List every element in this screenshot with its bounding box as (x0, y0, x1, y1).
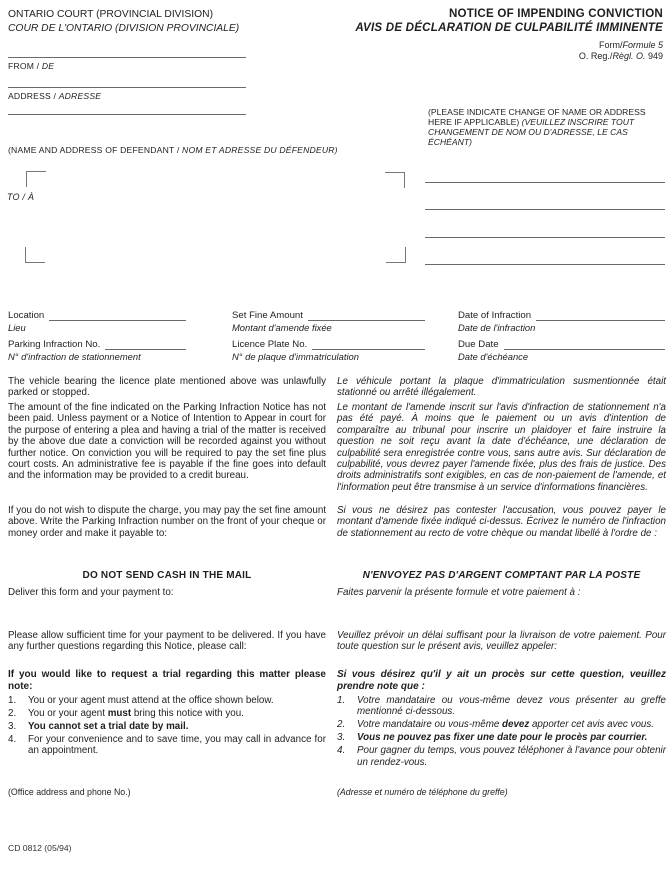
court-name-block (8, 8, 239, 36)
allow-time-en: Please allow sufficient time for your payment to be delivered. If you have any further questions regarding this Notice, please call: (8, 630, 326, 653)
trial-item-en-1: 1. You or your agent must attend at the office shown below. (8, 695, 274, 706)
para-vehicle-fr: Le véhicule portant la plaque d'immatriculation susmentionnée était stationné ou arrêté illégalement. (337, 376, 666, 399)
field-parking-infraction-no: Parking Infraction No. N° d'infraction de stationnement (8, 339, 186, 362)
trial-item-fr-1: 1. Votre mandataire ou vous-même devez vous présenter au greffe mentionné ci-dessous. (337, 695, 666, 718)
set-fine-amount-input-line[interactable] (308, 310, 425, 321)
para-vehicle-en: The vehicle bearing the licence plate mentioned above was unlawfully parked or stopped. (8, 376, 326, 399)
deliver-line-en: Deliver this form and your payment to: (8, 587, 174, 598)
body-column-english (8, 376, 326, 868)
field-date-of-infraction: Date of Infraction Date de l'infraction (458, 310, 665, 333)
no-cash-heading-en: DO NOT SEND CASH IN THE MAIL (82, 570, 252, 581)
trial-item-en-4: 4. For your convenience and to save time, you may call in advance for an appointment. (8, 733, 326, 757)
para-fine-unpaid-fr: Le montant de l'amende inscrit sur l'avis d'infraction de stationnement n'a pas été payé. À moins que le paiement ou un avis d'intention de comparaître au tribunal pour inscrire un plaidoyer et faire instruire la question ne soit reçu avant la date d'échéance, une déclaration de culpabilité sera enregistrée contre vous, sans autre avis. Sur déclaration de culpabilité, vous devrez payer l'amende fixée, plus des frais de justice. Des droits administratifs sont exigibles, en cas de non-paiement de l'amende, et l'information peut être transmise à un service d'informations financières. (337, 402, 666, 493)
trial-item-en-2: 2. You or your agent must bring this notice with you. (8, 707, 244, 719)
change-address-line-2[interactable] (425, 209, 665, 210)
court-name-en: ONTARIO COURT (PROVINCIAL DIVISION) (8, 9, 214, 20)
para-pay-fine-fr: Si vous ne désirez pas contester l'accusation, vous pouvez payer le montant d'amende fixée indiqué ci-dessus. Écrivez le numéro de l'infraction de stationnement au recto de votre chèque ou mandat libellé à l'ordre de : (337, 505, 666, 539)
address-input-line-2[interactable] (8, 114, 246, 115)
window-bracket-bottom-left (25, 247, 45, 263)
trial-item-fr-2: 2. Votre mandataire ou vous-même devez apporter cet avis avec vous. (337, 719, 654, 731)
change-address-line-3[interactable] (425, 237, 665, 238)
form-code: CD 0812 (05/94) (8, 843, 72, 853)
trial-item-en-3: 3. You cannot set a trial date by mail. (8, 720, 189, 732)
window-bracket-top-right (385, 172, 405, 188)
from-input-line[interactable] (8, 57, 246, 58)
deliver-line-fr: Faites parvenir la présente formule et votre paiement à : (337, 587, 581, 598)
para-pay-fine-en: If you do not wish to dispute the charge, you may pay the set fine amount above. Write the Parking Infraction number on the front of your cheque or money order and make it payable to: (8, 505, 326, 539)
form-number: Form/Formule 5 (598, 40, 663, 50)
allow-time-fr: Veuillez prévoir un délai suffisant pour la livraison de votre paiement. Pour toute question sur le présent avis, veuillez appeler: (337, 630, 666, 653)
change-note-en: (PLEASE INDICATE CHANGE OF NAME OR ADDRESS HERE IF APPLICABLE) (428, 107, 646, 127)
trial-heading-en: If you would like to request a trial regarding this matter please note: (8, 669, 326, 692)
trial-heading-fr: Si vous désirez qu'il y ait un procès sur cette question, veuillez prendre note que : (337, 669, 666, 692)
field-due-date: Due Date Date d'échéance (458, 339, 665, 362)
window-bracket-bottom-right (386, 247, 406, 263)
address-label: ADDRESS / ADRESSE (8, 91, 102, 101)
page-title-en: NOTICE OF IMPENDING CONVICTION (448, 7, 663, 20)
para-fine-unpaid-en: The amount of the fine indicated on the Parking Infraction Notice has not been paid. Unless payment or a Notice of Intention to Appear in court for the purpose of entering a plea and having a trial of the matter is received by the above due date a conviction will be recorded against you without further notice. On conviction you will be required to pay the set fine plus court costs. An administrative fee is payable if the fine goes into default and the information may be provided to a credit bureau. (8, 402, 326, 482)
court-name-fr: COUR DE L'ONTARIO (DIVISION PROVINCIALE) (8, 23, 240, 34)
to-label: TO / À (7, 192, 35, 202)
change-of-address-note (428, 107, 666, 147)
office-address-note-en: (Office address and phone No.) (8, 787, 131, 797)
change-address-line-4[interactable] (425, 264, 665, 265)
licence-plate-no-input-line[interactable] (312, 339, 425, 350)
address-input-line[interactable] (8, 87, 246, 88)
change-note-fr: (VEUILLEZ INSCRIRE TOUT CHANGEMENT DE NOM OU D'ADRESSE, LE CAS ÉCHÉANT) (428, 117, 635, 147)
parking-infraction-no-input-line[interactable] (105, 339, 186, 350)
field-licence-plate-no: Licence Plate No. N° de plaque d'immatriculation (232, 339, 425, 362)
field-location: Location Lieu (8, 310, 186, 333)
due-date-input-line[interactable] (504, 339, 665, 350)
trial-list-en (8, 695, 326, 758)
trial-item-fr-4: 4. Pour gagner du temps, vous pouvez téléphoner à l'avance pour obtenir un rendez-vous. (337, 745, 666, 768)
regulation-number: O. Reg./Règl. O. 949 (578, 51, 663, 61)
date-of-infraction-input-line[interactable] (536, 310, 665, 321)
location-input-line[interactable] (49, 310, 186, 321)
no-cash-heading-fr: N'ENVOYEZ PAS D'ARGENT COMPTANT PAR LA POSTE (362, 570, 641, 581)
form-title-block (263, 7, 663, 62)
window-bracket-top-left (26, 171, 46, 187)
from-label: FROM / DE (8, 61, 55, 71)
change-address-line-1[interactable] (425, 182, 665, 183)
defendant-name-address-label: (NAME AND ADDRESS OF DEFENDANT / NOM ET ADRESSE DU DÉFENDEUR) (8, 145, 338, 155)
field-set-fine-amount: Set Fine Amount Montant d'amende fixée (232, 310, 425, 333)
trial-item-fr-3: 3. Vous ne pouvez pas fixer une date pour le procès par courrier. (337, 732, 648, 744)
body-column-french (337, 376, 666, 868)
trial-list-fr (337, 695, 666, 769)
office-address-note-fr: (Adresse et numéro de téléphone du greffe) (337, 787, 508, 797)
page-title-fr: AVIS DE DÉCLARATION DE CULPABILITÉ IMMINENTE (355, 21, 663, 34)
